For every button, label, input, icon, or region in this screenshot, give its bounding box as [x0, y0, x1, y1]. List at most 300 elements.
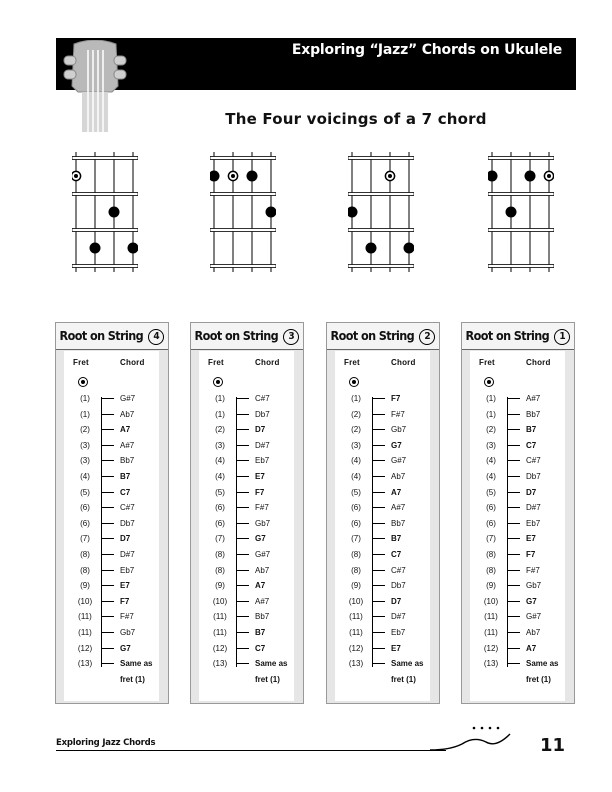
table-row	[470, 391, 565, 407]
fret-value: (8)	[486, 565, 496, 575]
row-tick	[236, 585, 249, 586]
row-tick	[507, 476, 520, 477]
finger-dot	[366, 243, 377, 254]
fret-value: (8)	[80, 565, 90, 575]
row-tick	[372, 632, 385, 633]
chord-name: B7	[391, 534, 402, 544]
fret-value: (1)	[215, 409, 225, 419]
fret-value: (11)	[78, 627, 92, 637]
row-tick	[236, 414, 249, 415]
table-row	[64, 594, 159, 610]
chord-name: Db7	[526, 471, 541, 481]
chord-name: F7	[120, 596, 130, 606]
table-row	[199, 453, 294, 469]
row-tick	[507, 554, 520, 555]
string-number-badge: 1	[554, 329, 570, 345]
row-tick	[372, 601, 385, 602]
table-row	[199, 547, 294, 563]
chord-name: C#7	[391, 565, 406, 575]
row-tick	[101, 507, 114, 508]
chord-name: G7	[255, 534, 266, 544]
row-tick	[507, 445, 520, 446]
row-tick	[236, 538, 249, 539]
chord-name: Bb7	[120, 456, 135, 466]
row-tick	[236, 398, 249, 399]
row-tick	[507, 601, 520, 602]
chord-name: B7	[526, 425, 537, 435]
row-tick	[101, 445, 114, 446]
root-note-icon	[484, 377, 494, 387]
fret-value: (9)	[351, 581, 361, 591]
fret-value: (11)	[349, 612, 363, 622]
row-tick	[236, 476, 249, 477]
table-row	[335, 594, 430, 610]
diagram-fret-3	[348, 265, 414, 268]
root-table-string-1	[461, 322, 575, 704]
row-tick	[101, 523, 114, 524]
chord-name: Bb7	[255, 612, 270, 622]
fret-column-header: Fret	[479, 358, 495, 367]
fret-value: (3)	[80, 456, 90, 466]
chord-name: Bb7	[526, 409, 541, 419]
footer-rule	[56, 750, 446, 751]
row-tick	[507, 492, 520, 493]
row-tick	[372, 429, 385, 430]
root-note-icon	[213, 377, 223, 387]
root-table-string-2	[326, 322, 440, 704]
chord-column-header: Chord	[255, 358, 280, 367]
chord-name: E7	[255, 471, 265, 481]
chord-name: G7	[526, 596, 537, 606]
finger-dot	[506, 207, 517, 218]
table-row	[335, 547, 430, 563]
table-row	[335, 500, 430, 516]
table-row	[199, 391, 294, 407]
chord-name: F#7	[526, 565, 540, 575]
chord-column-header: Chord	[120, 358, 145, 367]
fret-value: (3)	[486, 440, 496, 450]
row-tick	[372, 445, 385, 446]
fret-value: (11)	[484, 612, 498, 622]
fret-value: (3)	[351, 440, 361, 450]
table-row	[470, 469, 565, 485]
row-tick	[236, 554, 249, 555]
row-tick	[236, 648, 249, 649]
row-tick	[372, 492, 385, 493]
fret-value: (4)	[215, 456, 225, 466]
table-row	[199, 609, 294, 625]
chord-column-header: Chord	[526, 358, 551, 367]
fret-value: (6)	[351, 503, 361, 513]
chord-name: Gb7	[391, 425, 407, 435]
fret-value: (10)	[348, 596, 364, 606]
row-tick	[507, 460, 520, 461]
row-tick	[101, 632, 114, 633]
chord-name: F7	[255, 487, 265, 497]
diagram-fret-2	[488, 229, 554, 232]
table-row	[199, 563, 294, 579]
diagram-fret-2	[210, 229, 276, 232]
finger-dot	[348, 207, 358, 218]
row-tick	[507, 570, 520, 571]
chord-name: G7	[391, 440, 402, 450]
table-row	[64, 563, 159, 579]
table-row	[470, 453, 565, 469]
row-tick	[372, 460, 385, 461]
fret-value: (2)	[215, 425, 225, 435]
fret-value: (4)	[215, 471, 225, 481]
chord-column-header: Chord	[391, 358, 416, 367]
root-note-icon	[349, 377, 359, 387]
chord-note: Same as fret (1)	[526, 659, 559, 684]
fret-value: (3)	[80, 440, 90, 450]
root-table-title: Root on String 1	[462, 323, 574, 350]
table-row	[470, 625, 565, 641]
chord-name: D#7	[255, 440, 270, 450]
table-row	[335, 625, 430, 641]
fret-value: (7)	[215, 534, 225, 544]
chord-diagram-root-1	[488, 150, 554, 274]
fret-value: (6)	[215, 518, 225, 528]
chord-name: A#7	[391, 503, 406, 513]
table-row	[199, 407, 294, 423]
table-row-last	[64, 656, 159, 684]
fret-value: (12)	[212, 643, 228, 653]
fret-value: (11)	[349, 627, 363, 637]
root-note-center	[547, 174, 551, 178]
diagram-fret-1	[210, 193, 276, 196]
row-tick	[101, 414, 114, 415]
row-tick	[101, 429, 114, 430]
diagram-fret-0	[348, 157, 414, 160]
chord-name: G#7	[526, 612, 542, 622]
fret-value: (5)	[80, 487, 90, 497]
row-tick	[372, 538, 385, 539]
root-note-center	[74, 174, 78, 178]
string-number-badge: 2	[419, 329, 435, 345]
table-row	[64, 531, 159, 547]
diagram-fret-1	[348, 193, 414, 196]
row-tick	[101, 585, 114, 586]
fret-value: (13)	[212, 659, 228, 669]
diagram-fret-1	[72, 193, 138, 196]
chord-name: A#7	[255, 596, 270, 606]
fret-value: (6)	[486, 518, 496, 528]
finger-dot	[210, 171, 220, 182]
table-row	[199, 438, 294, 454]
diagram-fret-3	[72, 265, 138, 268]
root-table-title: Root on String 4	[56, 323, 168, 350]
row-tick	[101, 601, 114, 602]
fret-value: (9)	[215, 581, 225, 591]
fret-value: (4)	[486, 456, 496, 466]
fret-value: (9)	[486, 581, 496, 591]
fret-value: (1)	[486, 409, 496, 419]
chord-name: E7	[391, 643, 401, 653]
chord-name: G#7	[391, 456, 407, 466]
row-tick	[507, 648, 520, 649]
table-row-last	[470, 656, 565, 684]
row-tick	[236, 429, 249, 430]
chord-name: C7	[526, 440, 537, 450]
table-row	[335, 438, 430, 454]
root-table-string-3	[190, 322, 304, 704]
swoosh-ornament-icon	[430, 724, 512, 754]
table-row	[470, 485, 565, 501]
root-table-body	[470, 351, 565, 701]
row-tick	[101, 538, 114, 539]
fret-value: (13)	[77, 659, 93, 669]
row-tick	[101, 616, 114, 617]
chord-name: C7	[391, 549, 402, 559]
table-row	[335, 516, 430, 532]
fret-value: (2)	[486, 425, 496, 435]
fret-value: (8)	[351, 549, 361, 559]
table-row	[470, 547, 565, 563]
chord-name: Ab7	[120, 409, 135, 419]
row-tick	[372, 507, 385, 508]
row-tick	[507, 538, 520, 539]
diagram-fret-2	[72, 229, 138, 232]
fret-value: (8)	[80, 549, 90, 559]
header-title: Exploring “Jazz” Chords on Ukulele	[291, 42, 562, 58]
row-tick	[372, 414, 385, 415]
chord-name: Eb7	[255, 456, 270, 466]
chord-name: D#7	[391, 612, 406, 622]
table-row	[64, 578, 159, 594]
fret-value: (6)	[80, 518, 90, 528]
fret-value: (8)	[215, 565, 225, 575]
row-tick	[236, 601, 249, 602]
fret-value: (6)	[486, 503, 496, 513]
row-tick	[101, 492, 114, 493]
fret-column-header: Fret	[208, 358, 224, 367]
table-row-last	[335, 656, 430, 684]
table-row	[64, 453, 159, 469]
table-row	[64, 485, 159, 501]
fret-value: (1)	[215, 394, 225, 403]
chord-note: Same as fret (1)	[120, 659, 153, 684]
root-table-string-4	[55, 322, 169, 704]
chord-name: Db7	[255, 409, 270, 419]
chord-name: B7	[120, 471, 131, 481]
fret-column-header: Fret	[344, 358, 360, 367]
chord-name: A#7	[526, 394, 541, 403]
row-tick	[236, 445, 249, 446]
fret-value: (5)	[351, 487, 361, 497]
fret-value: (10)	[212, 596, 228, 606]
fret-value: (10)	[77, 596, 93, 606]
row-tick	[372, 476, 385, 477]
table-row	[199, 594, 294, 610]
finger-dot	[128, 243, 139, 254]
fret-value: (8)	[215, 549, 225, 559]
root-table-title: Root on String 3	[191, 323, 303, 350]
fret-value: (12)	[483, 643, 499, 653]
footer-title: Exploring Jazz Chords	[56, 738, 156, 748]
row-tick	[372, 570, 385, 571]
fret-value: (6)	[351, 518, 361, 528]
table-row	[470, 641, 565, 657]
chord-name: D7	[526, 487, 537, 497]
table-row	[335, 391, 430, 407]
chord-name: A7	[120, 425, 131, 435]
fret-value: (11)	[213, 627, 227, 637]
chord-name: Bb7	[391, 518, 406, 528]
fret-value: (12)	[348, 643, 364, 653]
fret-value: (1)	[80, 394, 90, 403]
chord-name: C#7	[255, 394, 270, 403]
root-table-body	[199, 351, 294, 701]
chord-diagram-root-3	[210, 150, 276, 274]
finger-dot	[247, 171, 258, 182]
table-row	[470, 407, 565, 423]
table-row	[64, 469, 159, 485]
root-table-body	[335, 351, 430, 701]
chord-name: E7	[526, 534, 536, 544]
row-tick	[507, 523, 520, 524]
fret-value: (4)	[351, 471, 361, 481]
table-row	[64, 500, 159, 516]
chord-name: Gb7	[526, 581, 542, 591]
fret-value: (6)	[80, 503, 90, 513]
chord-name: D#7	[526, 503, 541, 513]
chord-name: F#7	[120, 612, 134, 622]
diagram-fret-3	[488, 265, 554, 268]
finger-dot	[404, 243, 415, 254]
table-row	[470, 609, 565, 625]
chord-name: F7	[526, 549, 536, 559]
diagram-fret-0	[72, 157, 138, 160]
chord-diagram-root-4	[72, 150, 138, 274]
table-row	[335, 609, 430, 625]
chord-name: F#7	[255, 503, 269, 513]
string-number-badge: 4	[148, 329, 164, 345]
table-row	[64, 609, 159, 625]
fret-value: (3)	[215, 440, 225, 450]
chord-name: Db7	[120, 518, 135, 528]
table-row	[335, 422, 430, 438]
fret-value: (2)	[351, 425, 361, 435]
chord-name: G#7	[120, 394, 136, 403]
root-note-center	[388, 174, 392, 178]
row-tick	[372, 616, 385, 617]
chord-name: F#7	[391, 409, 405, 419]
chord-name: D7	[120, 534, 131, 544]
fret-value: (7)	[351, 534, 361, 544]
row-tick	[372, 523, 385, 524]
row-tick	[236, 632, 249, 633]
root-table-title: Root on String 2	[327, 323, 439, 350]
row-tick	[236, 492, 249, 493]
chord-name: D#7	[120, 549, 135, 559]
fret-value: (7)	[80, 534, 90, 544]
table-row	[335, 469, 430, 485]
row-tick	[507, 632, 520, 633]
chord-name: C#7	[120, 503, 135, 513]
fret-value: (5)	[215, 487, 225, 497]
table-row	[199, 485, 294, 501]
table-row	[64, 641, 159, 657]
row-tick	[507, 585, 520, 586]
row-tick	[372, 585, 385, 586]
row-tick	[101, 476, 114, 477]
fret-value: (10)	[483, 596, 499, 606]
fret-value: (11)	[213, 612, 227, 622]
table-row	[335, 453, 430, 469]
row-tick	[101, 460, 114, 461]
fret-value: (4)	[486, 471, 496, 481]
fret-value: (7)	[486, 534, 496, 544]
table-row	[199, 578, 294, 594]
table-row	[64, 407, 159, 423]
chord-name: A7	[526, 643, 537, 653]
table-row	[199, 469, 294, 485]
fret-value: (13)	[348, 659, 364, 669]
table-row	[64, 422, 159, 438]
chord-name: C7	[255, 643, 266, 653]
chord-diagram-root-2	[348, 150, 414, 274]
row-tick	[507, 398, 520, 399]
chord-name: A#7	[120, 440, 135, 450]
row-tick	[507, 429, 520, 430]
diagram-fret-0	[210, 157, 276, 160]
fret-column-header: Fret	[73, 358, 89, 367]
fret-value: (2)	[80, 425, 90, 435]
page-subtitle: The Four voicings of a 7 chord	[225, 110, 487, 128]
chord-name: D7	[391, 596, 402, 606]
table-row	[335, 485, 430, 501]
table-row	[199, 531, 294, 547]
row-tick	[236, 523, 249, 524]
chord-name: Eb7	[526, 518, 541, 528]
page-number: 11	[540, 735, 566, 756]
table-row	[64, 516, 159, 532]
chord-note: Same as fret (1)	[255, 659, 288, 684]
diagram-fret-2	[348, 229, 414, 232]
table-row	[335, 407, 430, 423]
root-table-body	[64, 351, 159, 701]
row-tick	[101, 554, 114, 555]
row-tick	[372, 554, 385, 555]
table-row	[335, 641, 430, 657]
fret-value: (5)	[486, 487, 496, 497]
chord-name: Eb7	[391, 627, 406, 637]
chord-name: A7	[255, 581, 266, 591]
table-row	[64, 391, 159, 407]
chord-name: B7	[255, 627, 266, 637]
table-row	[470, 563, 565, 579]
chord-name: Eb7	[120, 565, 135, 575]
fret-value: (1)	[486, 394, 496, 403]
row-tick	[507, 663, 520, 664]
diagram-fret-1	[488, 193, 554, 196]
fret-value: (9)	[80, 581, 90, 591]
table-row	[470, 594, 565, 610]
fret-value: (1)	[80, 409, 90, 419]
table-row	[64, 547, 159, 563]
table-row	[64, 625, 159, 641]
row-tick	[372, 398, 385, 399]
chord-name: Gb7	[255, 518, 271, 528]
fret-value: (4)	[351, 456, 361, 466]
chord-name: Ab7	[255, 565, 270, 575]
chord-name: A7	[391, 487, 402, 497]
table-row	[64, 438, 159, 454]
table-row	[470, 531, 565, 547]
chord-name: D7	[255, 425, 266, 435]
fret-value: (12)	[77, 643, 93, 653]
